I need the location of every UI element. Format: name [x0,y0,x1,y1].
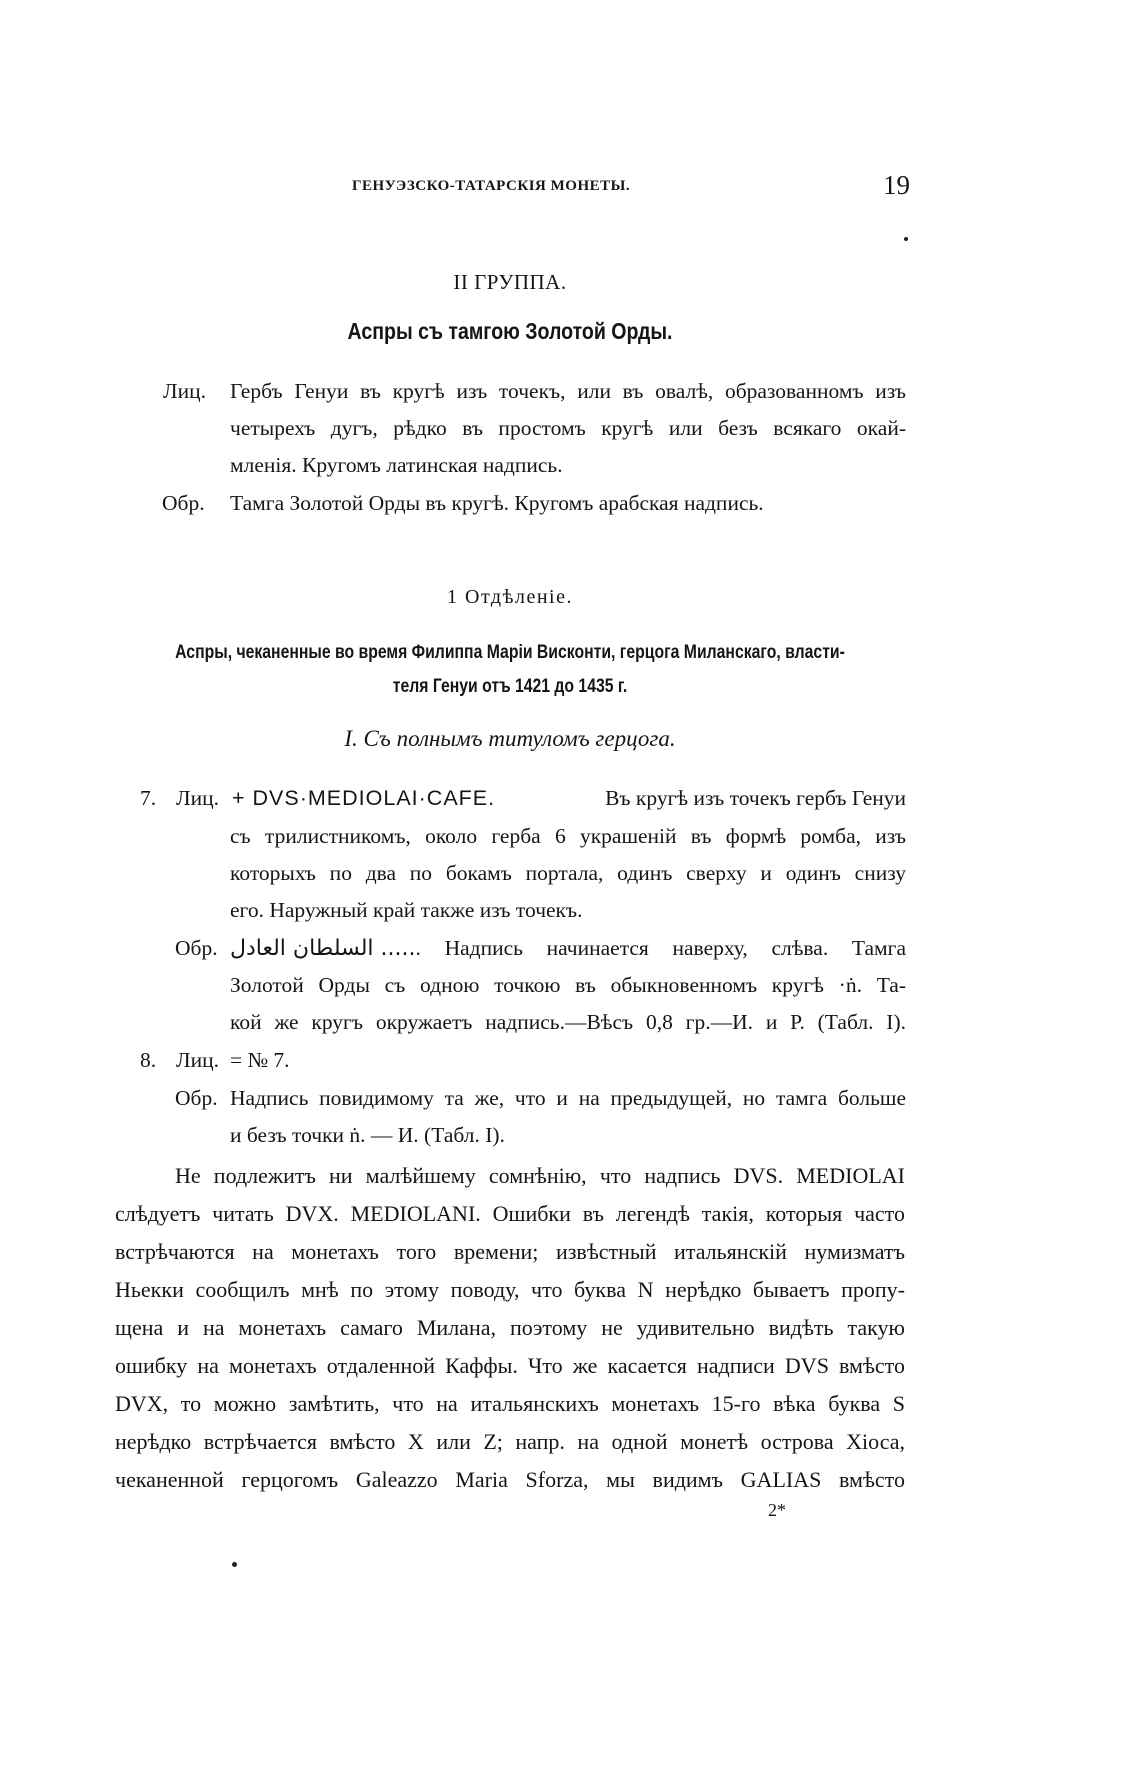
section-heading [170,636,851,704]
group-obverse-line: мленія. Кругомъ латинская надпись. [230,453,563,477]
group-obverse-label: Лиц. [163,379,206,403]
coin-legend: + DVS·MEDIOLAI·CAFE. [232,786,496,810]
paragraph-line: чеканенной герцогомъ Galeazzo Maria Sforza, мы видимъ GALIAS вмѣсто [115,1467,905,1492]
paragraph-line: ошибку на монетахъ отдаленной Каффы. Что же касается надписи DVS вмѣсто [115,1353,905,1378]
paragraph-line: встрѣчаются на монетахъ того времени; извѣстный итальянскій нумизматъ [115,1239,905,1264]
paragraph-line: DVX, то можно замѣтить, что на итальянскихъ монетахъ 15-го вѣка буква S [115,1391,905,1416]
entry-obverse-line: которыхъ по два по бокамъ портала, одинъ сверху и одинъ снизу [230,861,906,885]
entry-reverse-line: Надпись повидимому та же, что и на предыдущей, но тамга больше [230,1086,906,1110]
entry-7-obverse-first-line [232,780,906,817]
group-obverse-line: Гербъ Генуи въ кругѣ изъ точекъ, или въ овалѣ, образованномъ изъ [230,379,906,403]
entry-7-reverse-first-line [230,930,906,967]
group-reverse-label: Обр. [162,491,205,515]
group-obverse-line: четырехъ дугъ, рѣдко въ простомъ кругѣ или безъ всякаго окай- [230,416,906,440]
paragraph-line: нерѣдко встрѣчается вмѣсто X или Z; напр. на одной монетѣ острова Хіоса, [115,1429,905,1454]
section-heading-line: Аспры, чеканенные во время Филиппа Маріи Висконти, герцога Миланскаго, власти- [175,642,845,663]
entry-reverse-text: . Надпись начинается наверху, слѣва. Тамга [415,936,906,960]
paragraph-line: Не подлежитъ ни малѣйшему сомнѣнію, что надпись DVS. MEDIOLAI [175,1163,905,1188]
entry-reverse-line: и безъ точки ṅ. — И. (Табл. I). [230,1123,505,1147]
group-title: II ГРУППА. [453,270,567,294]
page-header [110,170,910,200]
group-reverse-line: Тамга Золотой Орды въ кругѣ. Кругомъ арабская надпись. [230,491,764,515]
entry-reverse-label: Обр. [175,936,218,960]
entry-number: 8. [140,1048,157,1072]
entry-obverse-label: Лиц. [176,786,219,810]
entry-obverse-text: Въ кругѣ изъ точекъ гербъ Генуи [605,786,906,810]
paragraph-line: Ньекки сообщилъ мнѣ по этому поводу, что буква N нерѣдко бываетъ пропу- [115,1277,905,1302]
section-heading-line: теля Генуи отъ 1421 до 1435 г. [392,676,628,697]
entry-obverse-line: съ трилистникомъ, около герба 6 украшеній въ формѣ ромба, изъ [230,824,906,848]
paragraph-line: слѣдуетъ читать DVX. MEDIOLANI. Ошибки въ легендѣ такія, которыя часто [115,1201,905,1226]
entry-obverse-text: = № 7. [230,1048,290,1072]
entry-obverse-line: его. Наружный край также изъ точекъ. [230,898,583,922]
entry-number: 7. [140,786,157,810]
paragraph-line: щена и на монетахъ самаго Милана, поэтому не удивительно видѣть такую [115,1315,905,1340]
subsection-title: I. Съ полнымъ титуломъ герцога. [344,726,676,751]
group-subtitle: Аспры съ тамгою Золотой Орды. [347,318,673,344]
arabic-inscription: ..... السلطان العادل [230,936,416,961]
ink-speck [904,237,908,241]
ink-speck [232,1562,237,1567]
entry-obverse-label: Лиц. [176,1048,219,1072]
page-number: 19 [883,170,910,200]
signature-mark: 2* [768,1500,786,1520]
entry-reverse-label: Обр. [175,1086,218,1110]
running-title: ГЕНУЭЗСКО-ТАТАРСКІЯ МОНЕТЫ. [352,178,631,194]
entry-reverse-line: кой же кругъ окружаетъ надпись.—Вѣсъ 0,8 гр.—И. и Р. (Табл. I). [230,1010,906,1034]
section-title: 1 Отдѣленіе. [447,586,573,608]
entry-reverse-line: Золотой Орды съ одною точкою въ обыкновенномъ кругѣ ·ṅ. Та- [230,973,906,997]
